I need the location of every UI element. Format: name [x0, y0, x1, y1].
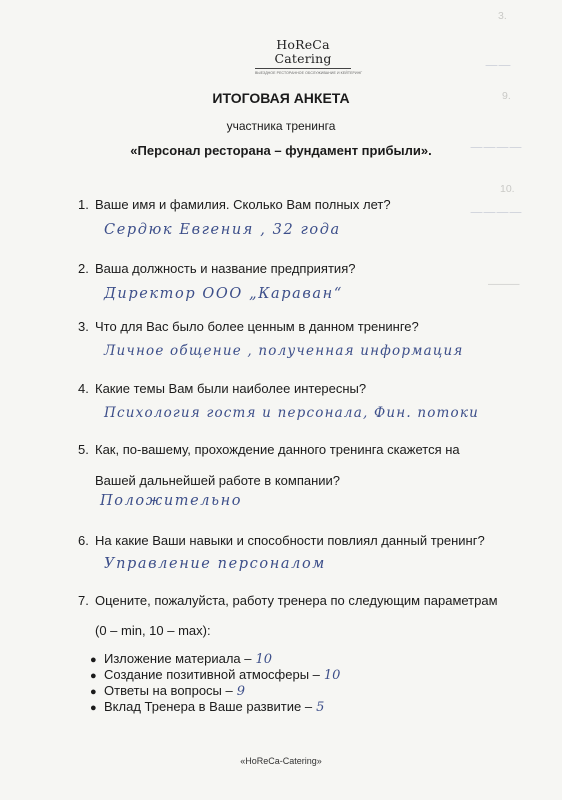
- page-subtitle: участника тренинга: [226, 119, 336, 133]
- question-4: [78, 381, 366, 396]
- question-text: Что для Вас было более ценным в данном тренинге?: [95, 319, 419, 334]
- rating-item: [90, 667, 340, 683]
- bullet-icon: ●: [90, 654, 97, 666]
- rating-item: [90, 651, 340, 667]
- answer-5: Положительно: [100, 493, 243, 509]
- course-title: «Персонал ресторана – фундамент прибыли».: [130, 143, 432, 158]
- question-5-continued: Вашей дальнейшей работе в компании?: [95, 473, 341, 488]
- question-5: [78, 442, 460, 457]
- rating-label: Ответы на вопросы –: [104, 683, 233, 698]
- question-number: 7.: [78, 593, 89, 608]
- bleed-through-mark: 9.: [502, 90, 511, 102]
- rating-label: Изложение материала –: [104, 651, 252, 666]
- rating-score: 10: [323, 668, 341, 683]
- bleed-through-handwriting: ————: [470, 140, 522, 155]
- rating-label: Вклад Тренера в Ваше развитие –: [104, 699, 313, 714]
- question-text: Ваша должность и название предприятия?: [95, 261, 356, 276]
- rating-item: [90, 683, 340, 699]
- question-text: Оцените, пожалуйста, работу тренера по следующим параметрам: [95, 593, 498, 608]
- trainer-rating-list: [90, 651, 340, 715]
- question-1: [78, 197, 391, 212]
- question-number: 1.: [78, 197, 89, 212]
- question-text: Какие темы Вам были наиболее интересны?: [95, 381, 367, 396]
- question-number: 3.: [78, 319, 89, 334]
- question-3: [78, 319, 419, 334]
- question-number: 5.: [78, 442, 89, 457]
- page-footer: «HoReCa-Catering»: [240, 756, 322, 766]
- bleed-through-handwriting: ——: [485, 58, 511, 73]
- answer-2: Директор ООО „Караван“: [104, 286, 343, 302]
- bleed-through-mark: 3.: [498, 10, 507, 22]
- bleed-through-handwriting: ————: [470, 205, 522, 220]
- question-number: 2.: [78, 261, 89, 276]
- question-number: 6.: [78, 533, 89, 548]
- company-logo: [255, 37, 363, 76]
- bleed-through-mark: 10.: [500, 183, 515, 195]
- answer-6: Управление персоналом: [104, 556, 326, 572]
- bullet-icon: ●: [90, 670, 97, 682]
- question-text: Ваше имя и фамилия. Сколько Вам полных лет?: [95, 197, 391, 212]
- question-number: 4.: [78, 381, 89, 396]
- bullet-icon: ●: [90, 686, 97, 698]
- answer-4: Психология гостя и персонала, Фин. потоки: [104, 405, 480, 421]
- rating-item: [90, 699, 340, 715]
- question-7: [78, 593, 498, 608]
- question-6: [78, 533, 485, 548]
- bleed-through-mark: ———: [488, 278, 520, 290]
- question-2: [78, 261, 355, 276]
- rating-scale: (0 – min, 10 – max):: [95, 623, 211, 638]
- question-text: Как, по-вашему, прохождение данного тренинга скажется на: [95, 442, 460, 457]
- rating-label: Создание позитивной атмосферы –: [104, 667, 320, 682]
- logo-name: HoReCa Catering: [255, 38, 351, 69]
- rating-score: 9: [236, 684, 246, 699]
- page-title: ИТОГОВАЯ АНКЕТА: [212, 90, 350, 106]
- bullet-icon: ●: [90, 702, 97, 714]
- rating-score: 10: [255, 652, 273, 667]
- rating-score: 5: [316, 700, 325, 715]
- question-text: На какие Ваши навыки и способности повлиял данный тренинг?: [95, 533, 485, 548]
- logo-tagline: ВЫЕЗДНОЕ РЕСТОРАННОЕ ОБСЛУЖИВАНИЕ И КЕЙТЕРИНГ: [255, 71, 363, 75]
- answer-3: Личное общение , полученная информация: [104, 343, 464, 359]
- answer-1: Сердюк Евгения , 32 года: [104, 222, 341, 238]
